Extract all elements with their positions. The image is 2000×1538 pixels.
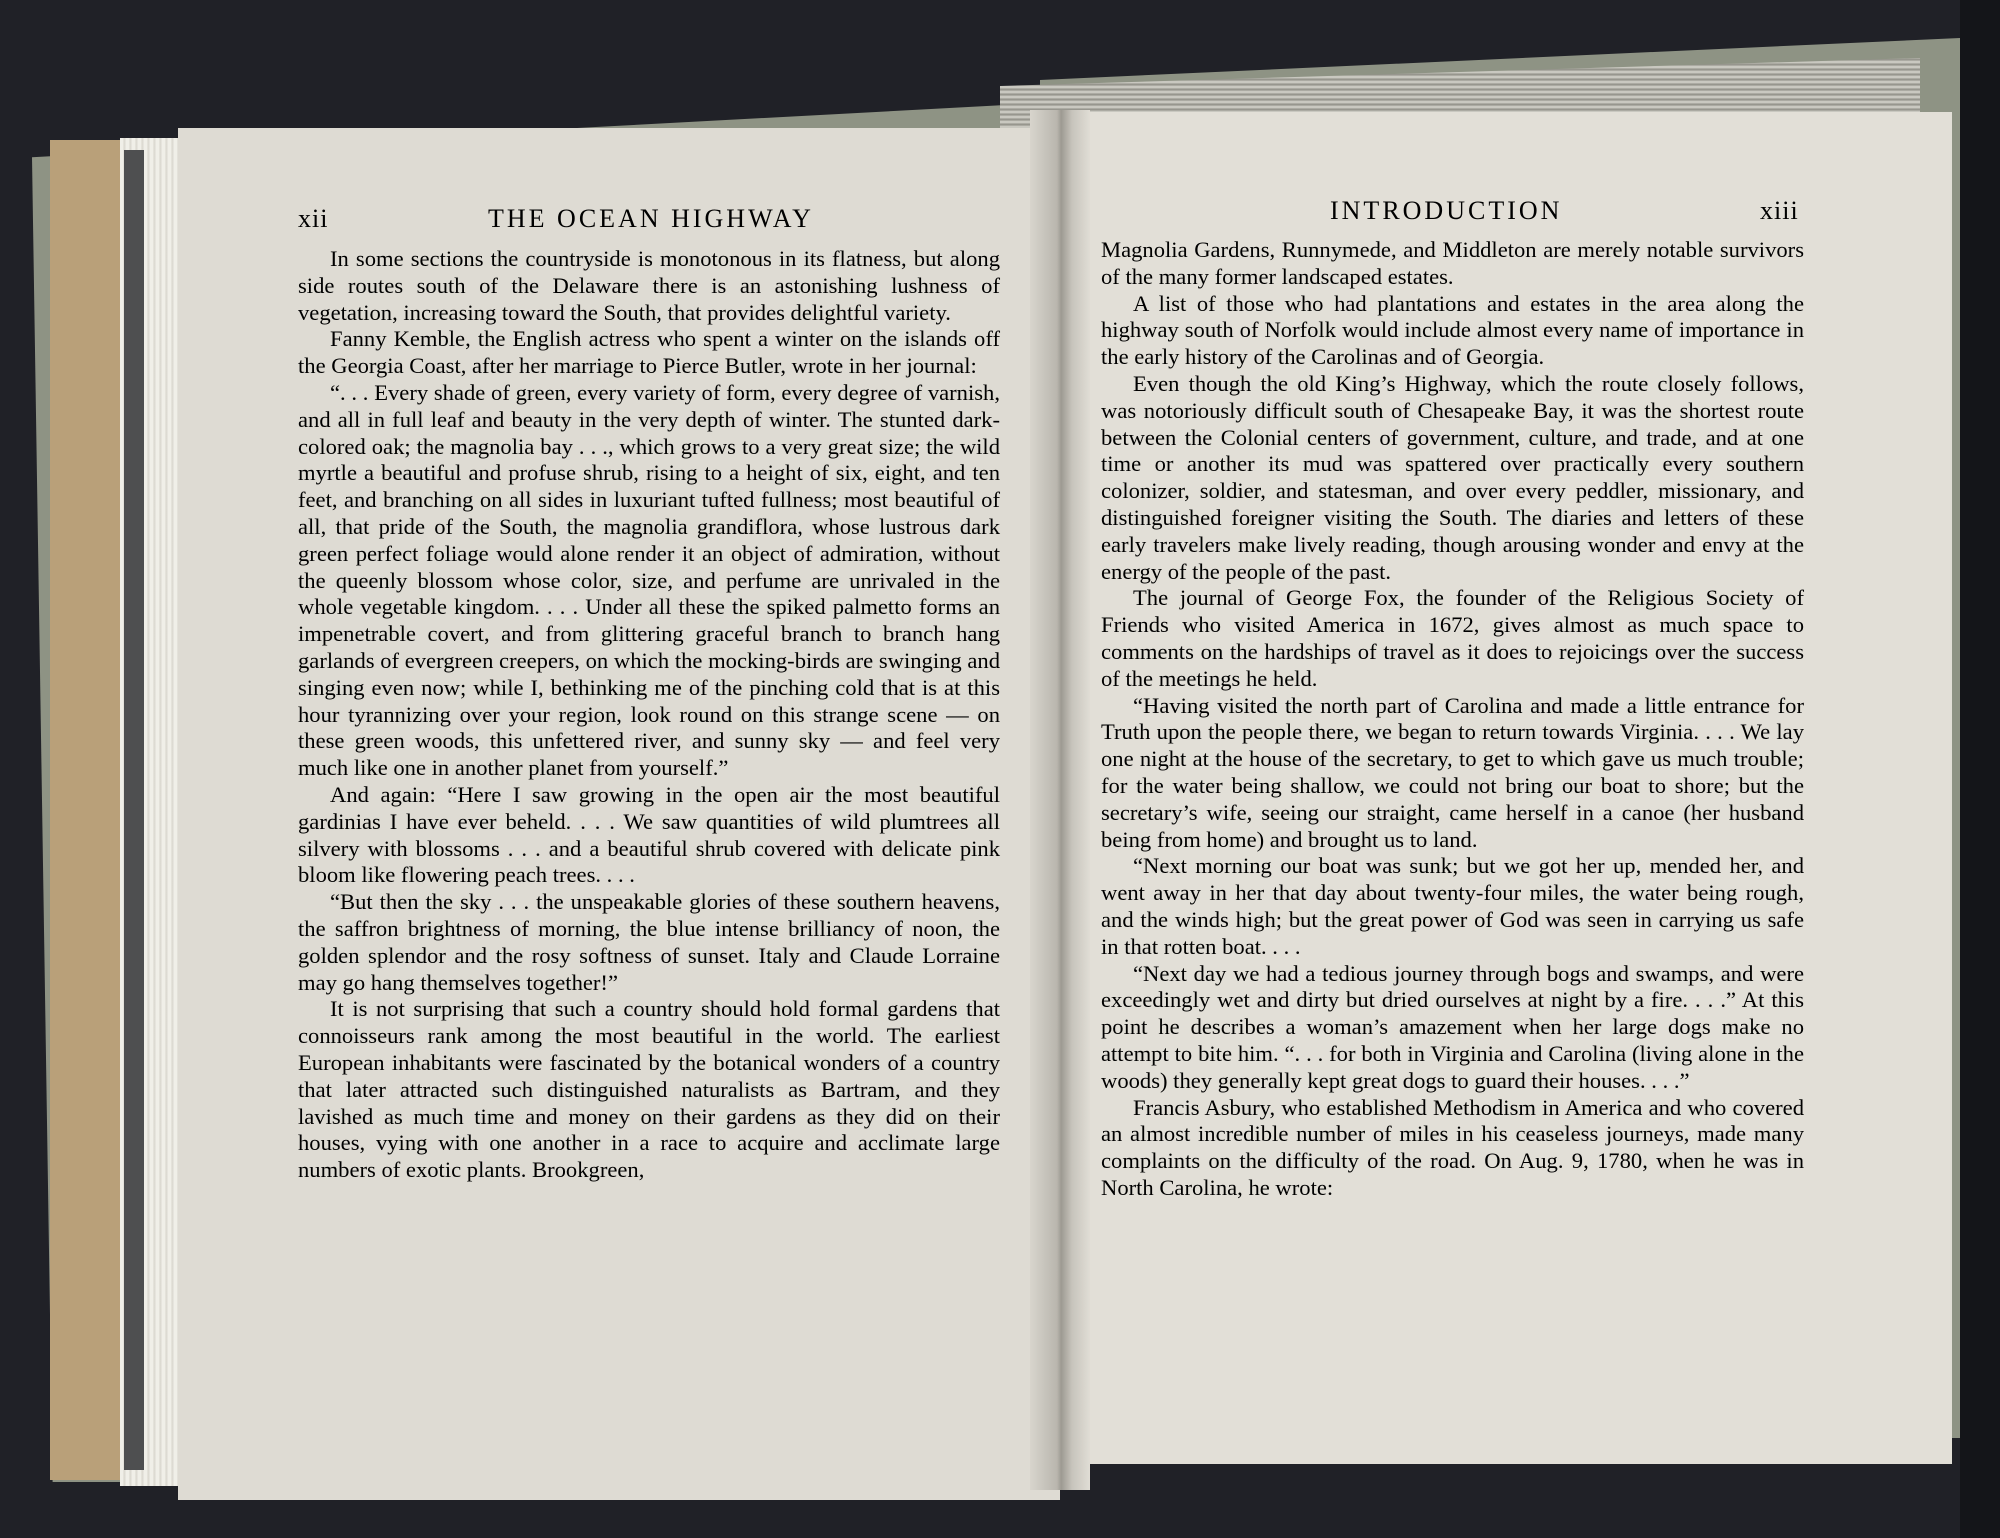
paragraph: “. . . Every shade of green, every variety of form, every degree of varnish, and all in full leaf and beauty in the very depth of winter. The stunted dark-colored oak; the magnolia bay . . ., which grows to a very great size; the wild myrtle a beautiful and profuse shrub, rising to a height of six, eight, and ten feet, and branching on all sides in luxuriant tufted fullness; most beautiful of all, that pride of the South, the magnolia grandiflora, whose lustrous dark green perfect foliage would alone render it an object of admiration, without the queenly blossom whose color, size, and perfume are unrivaled in the whole vegetable kingdom. . . . Under all these the spiked palmetto forms an impenetrable covert, and from glittering graceful branch to branch hang garlands of evergreen creepers, on which the mocking-birds are swinging and singing even now; while I, bethinking me of the pinching cold that is at this hour tyrannizing over your region, look round on this strange scene — on these green woods, this unfettered river, and sunny sky — and feel very much like one in another planet from yourself.” bbox=[298, 379, 1000, 781]
paragraph: It is not surprising that such a country should hold formal gardens that connoisseurs rank among the most beautiful in the world. The earliest European inhabitants were fascinated by the botanical wonders of a country that later attracted such distinguished naturalists as Bartram, and they lavished as much time and money on their gardens as they did on their houses, vying with one another in a race to acquire and acclimate large numbers of exotic plants. Brookgreen, bbox=[298, 996, 1000, 1183]
left-running-head: THE OCEAN HIGHWAY bbox=[488, 204, 814, 233]
background-right bbox=[1960, 0, 2000, 1538]
book-gutter bbox=[1030, 110, 1090, 1490]
paragraph: In some sections the countryside is monotonous in its flatness, but along side routes south of the Delaware there is an astonishing lushness of vegetation, increasing toward the South, that provides delightful variety. bbox=[298, 246, 1000, 325]
right-page-text bbox=[1101, 237, 1804, 1202]
paragraph: A list of those who had plantations and estates in the area along the highway south of Norfolk would include almost every name of importance in the early history of the Carolinas and of Georgia. bbox=[1101, 290, 1804, 370]
paragraph: “Next day we had a tedious journey through bogs and swamps, and were exceedingly wet and dirty but dried ourselves at night by a fire. . . .” At this point he describes a woman’s amazement when her large dogs make no attempt to bite him. “. . . for both in Virginia and Carolina (living alone in the woods) they generally kept great dogs to guard their houses. . . .” bbox=[1101, 960, 1804, 1093]
paragraph: “But then the sky . . . the unspeakable glories of these southern heavens, the saffron brightness of morning, the blue intense brilliancy of noon, the golden splendor and the rosy softness of sunset. Italy and Claude Lorraine may go hang themselves together!” bbox=[298, 889, 1000, 995]
paragraph: And again: “Here I saw growing in the open air the most beautiful gardinias I have ever beheld. . . . We saw quantities of wild plumtrees all silvery with blossoms . . . and a beautiful shrub covered with delicate pink bloom like flowering peach trees. . . . bbox=[298, 781, 1000, 888]
paragraph: Fanny Kemble, the English actress who spent a winter on the islands off the Georgia Coast, after her marriage to Pierce Butler, wrote in her journal: bbox=[298, 326, 1000, 379]
left-page-text bbox=[298, 246, 1000, 1184]
paragraph: “Having visited the north part of Carolina and made a little entrance for Truth upon the people there, we began to return towards Virginia. . . . We lay one night at the house of the secretary, to get to which gave us much trouble; for the water being shallow, we could not bring our boat to shore; but the secretary’s wife, seeing our straight, came herself in a canoe (her husband being from home) and brought us to land. bbox=[1101, 692, 1804, 852]
paragraph: “Next morning our boat was sunk; but we got her up, mended her, and went away in her that day about twenty-four miles, the water being rough, and the winds high; but the great power of God was seen in carrying us safe in that rotten boat. . . . bbox=[1101, 853, 1804, 959]
paragraph: Francis Asbury, who established Methodism in America and who covered an almost incredible number of miles in his ceaseless journeys, made many complaints on the difficulty of the road. On Aug. 9, 1780, when he was in North Carolina, he wrote: bbox=[1101, 1094, 1804, 1200]
photo-plate-edge bbox=[124, 150, 144, 1470]
paragraph: Even though the old King’s Highway, which the route closely follows, was notoriously difficult south of Chesapeake Bay, it was the shortest route between the Colonial centers of government, culture, and trade, and at one time or another its mud was spattered over practically every southern colonizer, soldier, and statesman, and over every peddler, missionary, and distinguished foreigner visiting the South. The diaries and letters of these early travelers make lively reading, though arousing wonder and envy at the energy of the people of the past. bbox=[1101, 370, 1804, 584]
paragraph: Magnolia Gardens, Runnymede, and Middleton are merely notable survivors of the many former landscaped estates. bbox=[1101, 237, 1804, 289]
right-running-head: INTRODUCTION bbox=[1330, 196, 1563, 225]
left-folio: xii bbox=[298, 204, 329, 233]
paragraph: The journal of George Fox, the founder of the Religious Society of Friends who visited America in 1672, gives almost as much space to comments on the hardships of travel as it does to rejoicings over the success of the meetings he held. bbox=[1101, 585, 1804, 691]
right-folio: xiii bbox=[1760, 196, 1799, 225]
